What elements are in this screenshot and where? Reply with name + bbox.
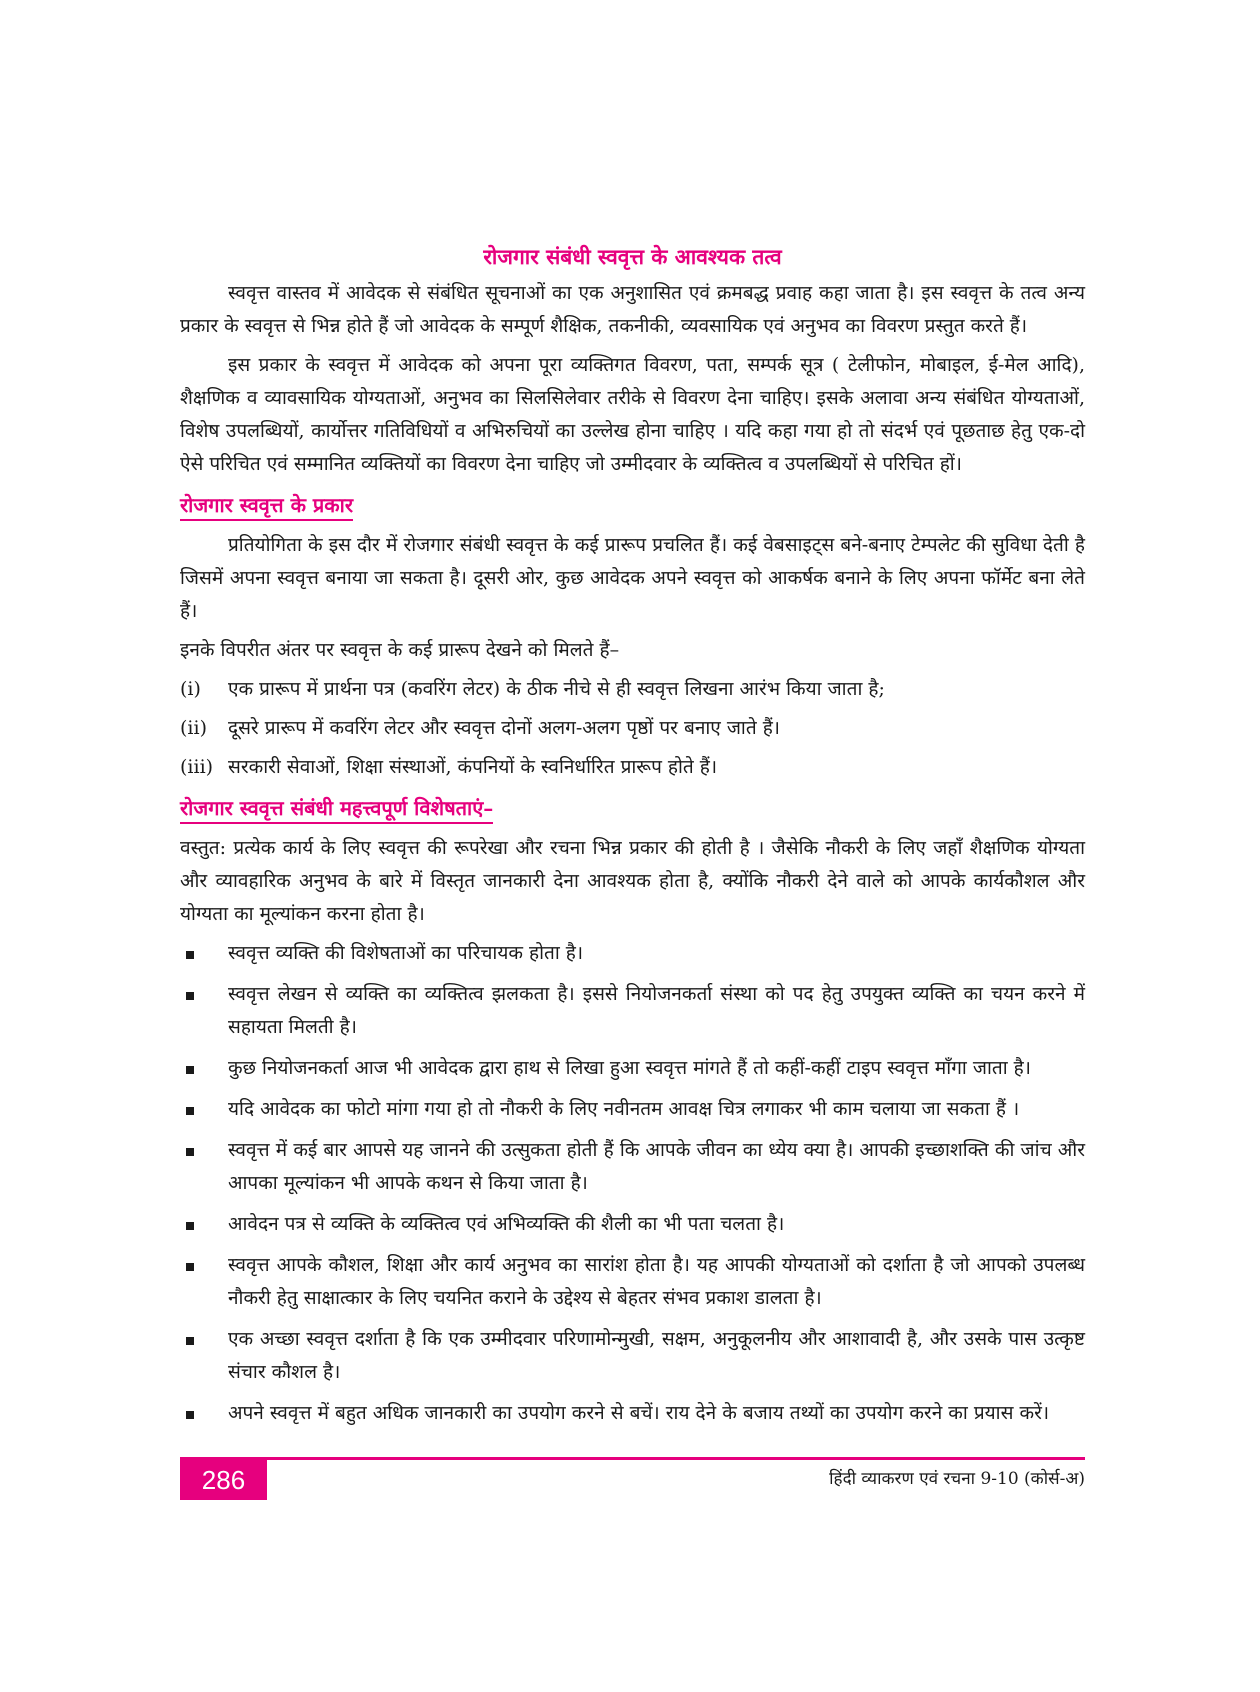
square-bullet-icon	[180, 978, 228, 1044]
list-item-number: (i)	[180, 678, 201, 700]
page-number: 286	[180, 1460, 267, 1500]
bullet-text: स्ववृत्त में कई बार आपसे यह जानने की उत्सुकता होती हैं कि आपके जीवन का ध्येय क्या है। आपकी इच्छाशक्ति की जांच और आपका मूल्यांकन भी आपके कथन से किया जाता है।	[228, 1139, 1085, 1194]
page-title: रोजगार संबंधी स्ववृत्त के आवश्यक तत्व	[483, 244, 782, 269]
page-content	[180, 240, 1085, 1438]
square-bullet-icon	[180, 1323, 228, 1389]
square-bullet-icon	[180, 1052, 228, 1085]
list-item	[180, 673, 1085, 706]
list-item	[180, 1323, 1085, 1389]
bullet-text: एक अच्छा स्ववृत्त दर्शाता है कि एक उम्मीदवार परिणामोन्मुखी, सक्षम, अनुकूलनीय और आशावादी है, और उसके पास उत्कृष्ट संचार कौशल है।	[228, 1328, 1085, 1383]
intro-paragraph-2: इस प्रकार के स्ववृत्त में आवेदक को अपना पूरा व्यक्तिगत विवरण, पता, सम्पर्क सूत्र ( टेलीफोन, मोबाइल, ई-मेल आदि), शैक्षणिक व व्यावसायिक योग्यताओं, अनुभव का सिलसिलेवार तरीके से विवरण देना चाहिए। इसके अलावा अन्य संबंधित योग्यताओं, विशेष उपलब्धियों, कार्योत्तर गतिविधियों व अभिरुचियों का उल्लेख होना चाहिए । यदि कहा गया हो तो संदर्भ एवं पूछताछ हेतु एक-दो ऐसे परिचित एवं सम्मानित व्यक्तियों का विवरण देना चाहिए जो उम्मीदवार के व्यक्तित्व व उपलब्धियों से परिचित हों।	[180, 354, 1085, 475]
list-item-text: सरकारी सेवाओं, शिक्षा संस्थाओं, कंपनियों के स्वनिर्धारित प्रारूप होते हैं।	[228, 756, 718, 778]
list-item-number: (iii)	[180, 756, 214, 778]
bullet-text: कुछ नियोजनकर्ता आज भी आवेदक द्वारा हाथ से लिखा हुआ स्ववृत्त मांगते हैं तो कहीं-कहीं टाइप स्ववृत्त माँगा जाता है।	[228, 1057, 1031, 1079]
bullet-text: स्ववृत्त व्यक्ति की विशेषताओं का परिचायक होता है।	[228, 942, 584, 964]
list-item-number: (ii)	[180, 717, 207, 739]
list-item-text: एक प्रारूप में प्रार्थना पत्र (कवरिंग लेटर) के ठीक नीचे से ही स्ववृत्त लिखना आरंभ किया जाता है;	[228, 678, 885, 700]
list-item	[180, 751, 1085, 784]
bullet-text: स्ववृत्त लेखन से व्यक्ति का व्यक्तित्व झलकता है। इससे नियोजनकर्ता संस्था को पद हेतु उपयुक्त व्यक्ति का चयन करने में सहायता मिलती है।	[228, 983, 1085, 1038]
bullet-text: आवेदन पत्र से व्यक्ति के व्यक्तित्व एवं अभिव्यक्ति की शैली का भी पता चलता है।	[228, 1213, 785, 1235]
book-title: हिंदी व्याकरण एवं रचना 9-10 (कोर्स-अ)	[829, 1469, 1085, 1489]
square-bullet-icon	[180, 1134, 228, 1200]
square-bullet-icon	[180, 1249, 228, 1315]
list-item	[180, 1397, 1085, 1430]
list-item	[180, 712, 1085, 745]
list-item	[180, 1134, 1085, 1200]
types-paragraph: प्रतियोगिता के इस दौर में रोजगार संबंधी स्ववृत्त के कई प्रारूप प्रचलित हैं। कई वेबसाइट्स बने-बनाए टेम्पलेट की सुविधा देती है जिसमें अपना स्ववृत्त बनाया जा सकता है। दूसरी ओर, कुछ आवेदक अपने स्ववृत्त को आकर्षक बनाने के लिए अपना फॉर्मेट बना लेते हैं।	[180, 534, 1085, 622]
list-item	[180, 1093, 1085, 1126]
list-item	[180, 937, 1085, 970]
list-item	[180, 978, 1085, 1044]
bullet-text: यदि आवेदक का फोटो मांगा गया हो तो नौकरी के लिए नवीनतम आवक्ष चित्र लगाकर भी काम चलाया जा सकता हैं ।	[228, 1098, 1020, 1120]
features-paragraph: वस्तुत: प्रत्येक कार्य के लिए स्ववृत्त की रूपरेखा और रचना भिन्न प्रकार की होती है । जैसेकि नौकरी के लिए जहाँ शैक्षणिक योग्यता और व्यावहारिक अनुभव के बारे में विस्तृत जानकारी देना आवश्यक होता है, क्योंकि नौकरी देने वाले को आपके कार्यकौशल और योग्यता का मूल्यांकन करना होता है।	[180, 837, 1085, 925]
footer-divider	[180, 1457, 1085, 1460]
list-item	[180, 1208, 1085, 1241]
types-heading: रोजगार स्ववृत्त के प्रकार	[180, 491, 353, 521]
bullet-text: स्ववृत्त आपके कौशल, शिक्षा और कार्य अनुभव का सारांश होता है। यह आपकी योग्यताओं को दर्शाता है जो आपको उपलब्ध नौकरी हेतु साक्षात्कार के लिए चयनित कराने के उद्देश्य से बेहतर संभव प्रकाश डालता है।	[228, 1254, 1085, 1309]
intro-paragraph-1: स्ववृत्त वास्तव में आवेदक से संबंधित सूचनाओं का एक अनुशासित एवं क्रमबद्ध प्रवाह कहा जाता है। इस स्ववृत्त के तत्व अन्य प्रकार के स्ववृत्त से भिन्न होते हैं जो आवेदक के सम्पूर्ण शैक्षिक, तकनीकी, व्यवसायिक एवं अनुभव का विवरण प्रस्तुत करते हैं।	[180, 282, 1085, 337]
square-bullet-icon	[180, 937, 228, 970]
types-list	[180, 673, 1085, 784]
list-item	[180, 1052, 1085, 1085]
list-item	[180, 1249, 1085, 1315]
list-item-text: दूसरे प्रारूप में कवरिंग लेटर और स्ववृत्त दोनों अलग-अलग पृष्ठों पर बनाए जाते हैं।	[228, 717, 781, 739]
features-heading: रोजगार स्ववृत्त संबंधी महत्त्वपूर्ण विशेषताएं–	[180, 794, 493, 824]
bullet-text: अपने स्ववृत्त में बहुत अधिक जानकारी का उपयोग करने से बचें। राय देने के बजाय तथ्यों का उपयोग करने का प्रयास करें।	[228, 1402, 1050, 1424]
types-lead: इनके विपरीत अंतर पर स्ववृत्त के कई प्रारूप देखने को मिलते हैं–	[180, 639, 620, 661]
features-bullet-list	[180, 937, 1085, 1430]
square-bullet-icon	[180, 1208, 228, 1241]
square-bullet-icon	[180, 1397, 228, 1430]
square-bullet-icon	[180, 1093, 228, 1126]
